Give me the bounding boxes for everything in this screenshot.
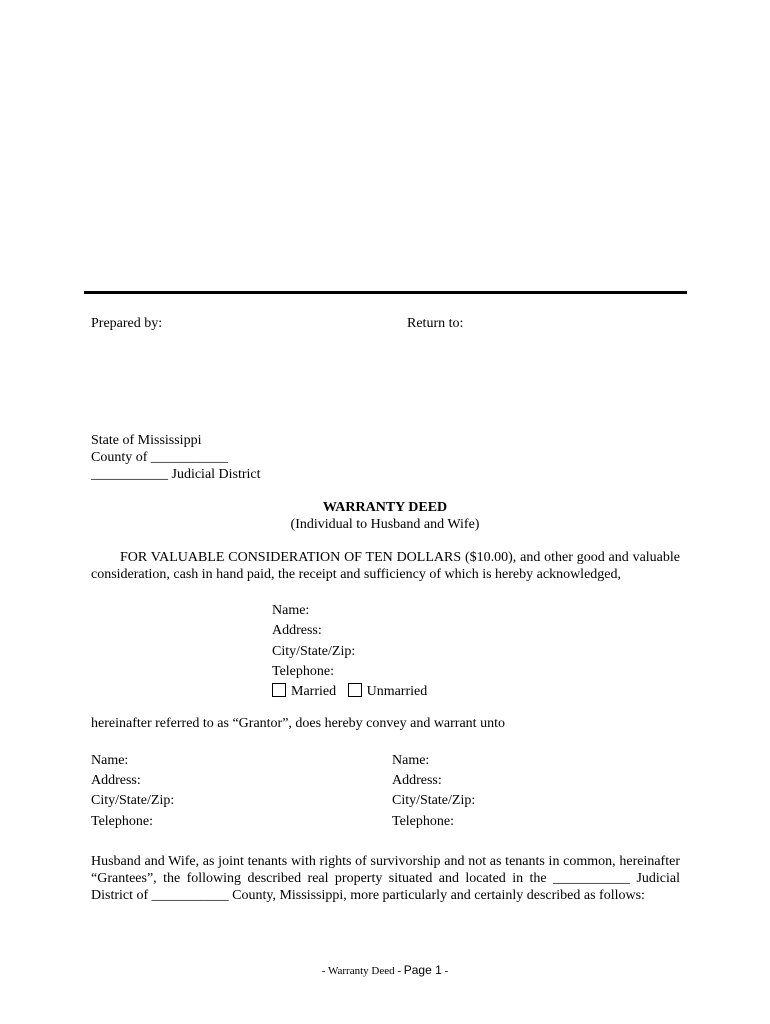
document-subtitle: (Individual to Husband and Wife) xyxy=(290,517,480,532)
unmarried-checkbox[interactable] xyxy=(348,683,362,697)
grantees-paragraph: Husband and Wife, as joint tenants with rights of survivorship and not as tenants in common, hereinafter “Grantees”, the following described real property situated and located in the ___________ Judicial District of ___________ County, Mississippi, more particularly and certainly described as follows: xyxy=(91,854,680,903)
district-line: ___________ Judicial District xyxy=(91,467,261,482)
prepared-by-label: Prepared by: xyxy=(91,316,163,331)
page-footer xyxy=(0,963,770,978)
grantor-telephone-label: Telephone: xyxy=(272,664,334,679)
header-rule xyxy=(84,291,687,294)
footer-doc-name: - Warranty Deed - xyxy=(321,965,404,977)
footer-page-number: Page 1 xyxy=(403,963,442,977)
marital-status-row xyxy=(272,683,435,700)
grantee2-address-label: Address: xyxy=(392,773,442,788)
grantee1-telephone-label: Telephone: xyxy=(91,814,153,829)
grantee2-city-label: City/State/Zip: xyxy=(392,793,476,808)
grantee2-name-label: Name: xyxy=(392,753,430,768)
grantor-address-label: Address: xyxy=(272,623,322,638)
grantor-city-label: City/State/Zip: xyxy=(272,644,356,659)
grantor-name-label: Name: xyxy=(272,603,310,618)
return-to-label: Return to: xyxy=(407,316,464,331)
married-option[interactable] xyxy=(272,683,336,700)
grantee1-address-label: Address: xyxy=(91,773,141,788)
document-title: WARRANTY DEED xyxy=(322,500,448,515)
convey-clause: hereinafter referred to as “Grantor”, does hereby convey and warrant unto xyxy=(91,716,505,731)
unmarried-label: Unmarried xyxy=(366,684,428,699)
grantee1-city-label: City/State/Zip: xyxy=(91,793,175,808)
unmarried-option[interactable] xyxy=(348,683,428,700)
grantee2-telephone-label: Telephone: xyxy=(392,814,454,829)
county-line: County of ___________ xyxy=(91,450,228,465)
consideration-paragraph: FOR VALUABLE CONSIDERATION OF TEN DOLLARS ($10.00), and other good and valuable consideration, cash in hand paid, the receipt and sufficiency of which is hereby acknowledged, xyxy=(91,550,680,582)
grantee1-name-label: Name: xyxy=(91,753,129,768)
state-line: State of Mississippi xyxy=(91,433,202,448)
married-label: Married xyxy=(291,684,337,699)
married-checkbox[interactable] xyxy=(272,683,286,697)
footer-suffix: - xyxy=(441,965,449,977)
